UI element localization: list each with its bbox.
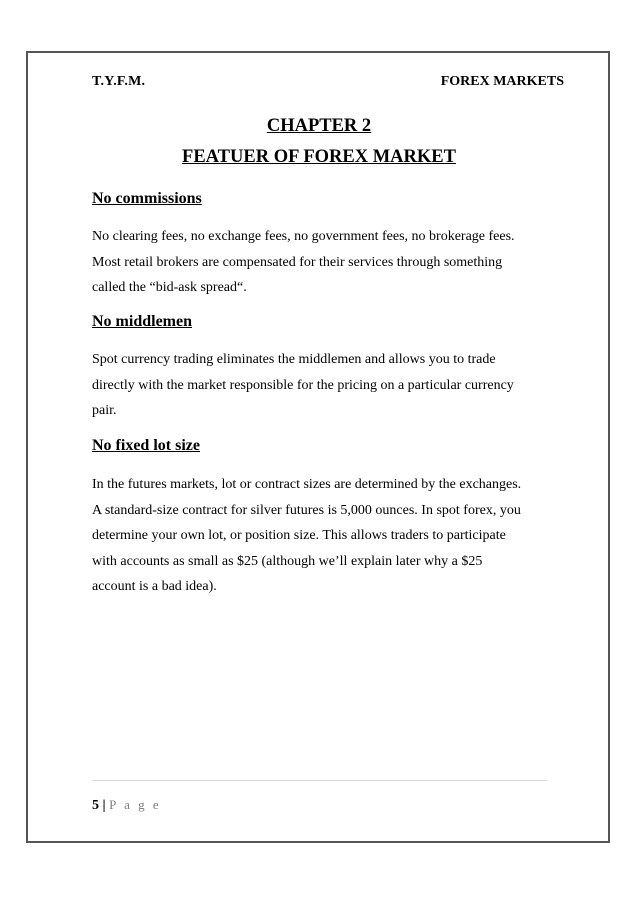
paragraph-line: A standard-size contract for silver futures is 5,000 ounces. In spot forex, you	[92, 502, 521, 518]
page-footer	[92, 797, 161, 814]
paragraph-line: In the futures markets, lot or contract sizes are determined by the exchanges.	[92, 477, 522, 492]
paragraph-line: determine your own lot, or position size. This allows traders to participate	[92, 528, 506, 543]
paragraph-line: Most retail brokers are compensated for their services through something	[92, 254, 503, 270]
paragraph-line: account is a bad idea).	[92, 579, 217, 594]
paragraph-line: with accounts as small as $25 (although we’ll explain later why a $25	[92, 553, 483, 569]
page-separator: |	[102, 798, 106, 813]
paragraph-line: directly with the market responsible for the pricing on a particular currency	[92, 377, 514, 393]
header-right: FOREX MARKETS	[440, 74, 564, 89]
paragraph-line: called the “bid-ask spread“.	[92, 280, 247, 295]
chapter-title: FEATUER OF FOREX MARKET	[182, 147, 456, 167]
paragraph-line: pair.	[92, 403, 117, 418]
section-heading-no-commissions: No commissions	[92, 190, 202, 207]
header-left: T.Y.F.M.	[92, 74, 146, 89]
page-label: P a g e	[109, 797, 162, 812]
section-heading-no-fixed-lot-size: No fixed lot size	[92, 437, 200, 454]
page-number: 5	[92, 798, 99, 813]
footer-divider	[92, 780, 547, 781]
section-heading-no-middlemen: No middlemen	[92, 313, 192, 330]
paragraph-line: No clearing fees, no exchange fees, no government fees, no brokerage fees.	[92, 229, 515, 244]
chapter-number: CHAPTER 2	[266, 116, 372, 136]
section-paragraph-no-commissions	[92, 224, 552, 301]
section-paragraph-no-middlemen	[92, 347, 552, 424]
paragraph-line: Spot currency trading eliminates the middlemen and allows you to trade	[92, 352, 496, 367]
section-paragraph-no-fixed-lot-size	[92, 472, 552, 600]
